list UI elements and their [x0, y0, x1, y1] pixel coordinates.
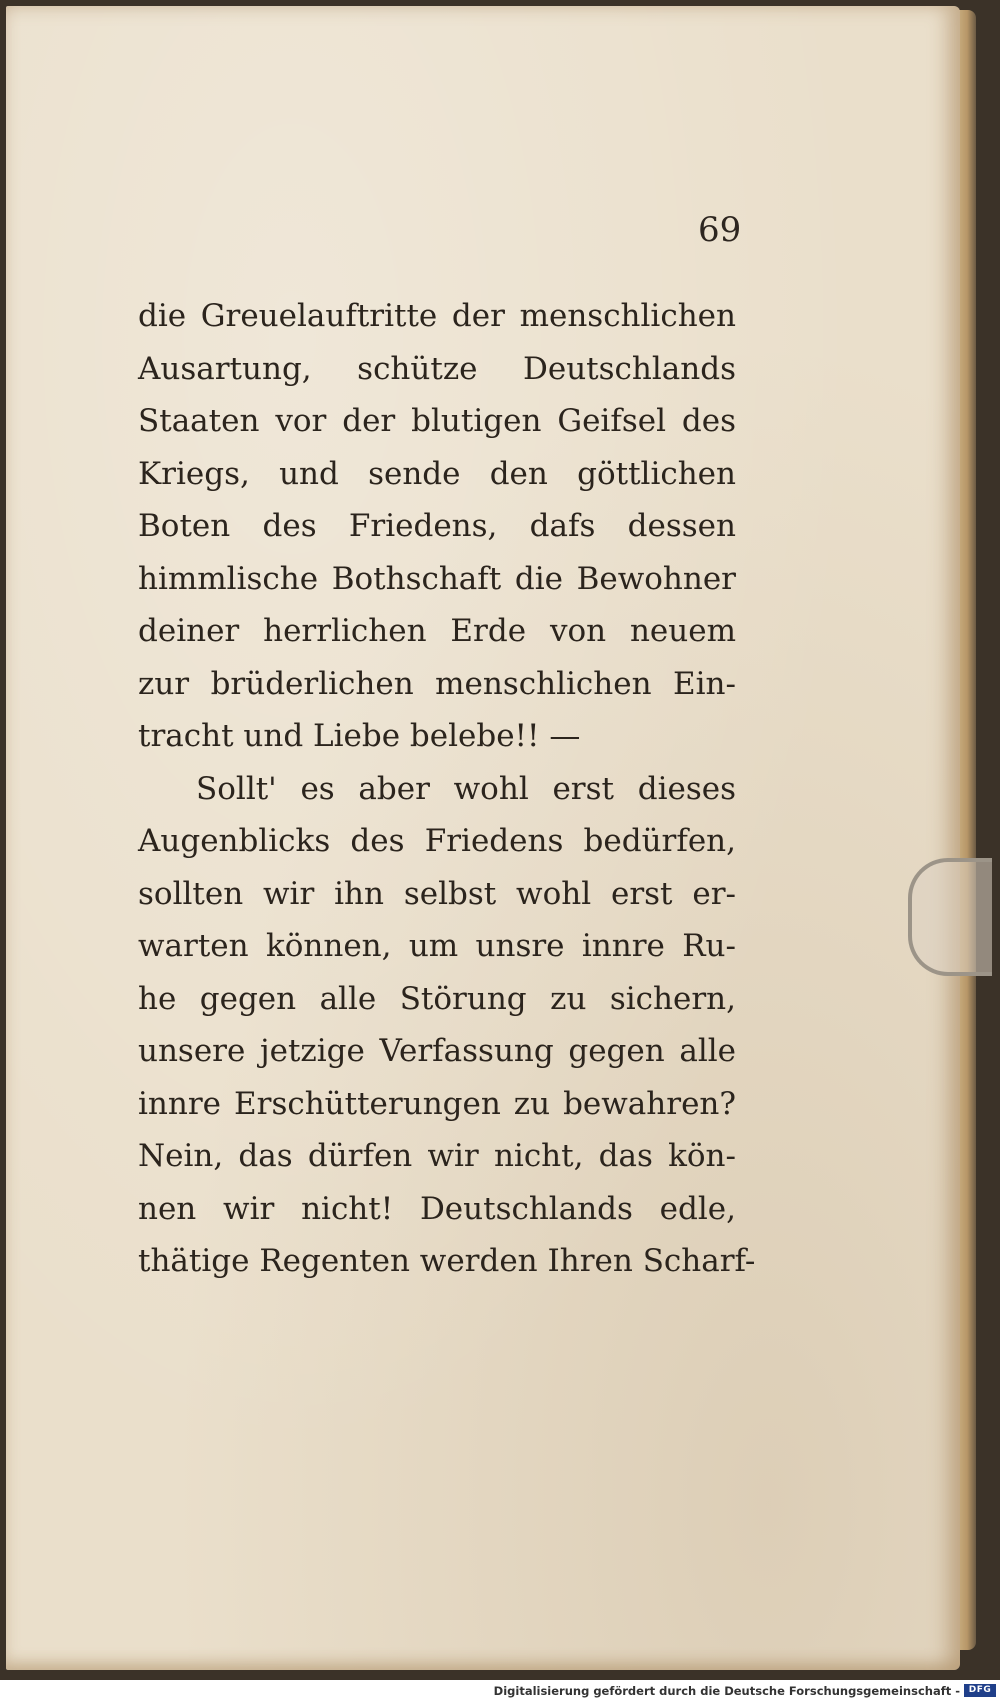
footer-bar — [0, 1680, 1000, 1700]
text-line: Boten des Friedens, dafs dessen — [138, 508, 736, 544]
text-line: Augenblicks des Friedens bedürfen, — [138, 823, 736, 859]
text-line: warten können, um unsre innre Ru- — [138, 928, 736, 964]
dfg-logo: DFG — [964, 1684, 996, 1697]
text-line: Kriegs, und sende den göttlichen — [138, 455, 736, 492]
text-line: he gegen alle Störung zu sichern, — [138, 980, 736, 1017]
text-line: nen wir nicht! Deutschlands edle, — [138, 1190, 736, 1227]
text-line: innre Erschütterungen zu bewahren? — [138, 1085, 736, 1122]
text-line: deiner herrlichen Erde von neuem — [138, 613, 736, 649]
text-line: Sollt' es aber wohl erst dieses — [196, 770, 736, 807]
text-line: zur brüderlichen menschlichen Ein- — [138, 665, 736, 702]
text-line: tracht und Liebe belebe!! — — [138, 718, 581, 754]
text-line: himmlische Bothschaft die Bewohner — [138, 560, 736, 597]
text-line: thätige Regenten werden Ihren Scharf- — [138, 1243, 756, 1279]
page-clip — [908, 858, 992, 976]
text-line: die Greuelauftritte der menschlichen — [138, 298, 736, 334]
page-number: 69 — [698, 210, 742, 250]
text-line: Nein, das dürfen wir nicht, das kön- — [138, 1138, 736, 1174]
text-line: sollten wir ihn selbst wohl erst er- — [138, 875, 736, 912]
page-text — [138, 290, 756, 1288]
text-line: Ausartung, schütze Deutschlands — [138, 350, 736, 387]
text-line: Staaten vor der blutigen Geifsel des — [138, 403, 736, 439]
text-line: unsere jetzige Verfassung gegen alle — [138, 1033, 736, 1069]
digitization-credit: Digitalisierung gefördert durch die Deutsche Forschungsgemeinschaft - — [493, 1684, 960, 1698]
